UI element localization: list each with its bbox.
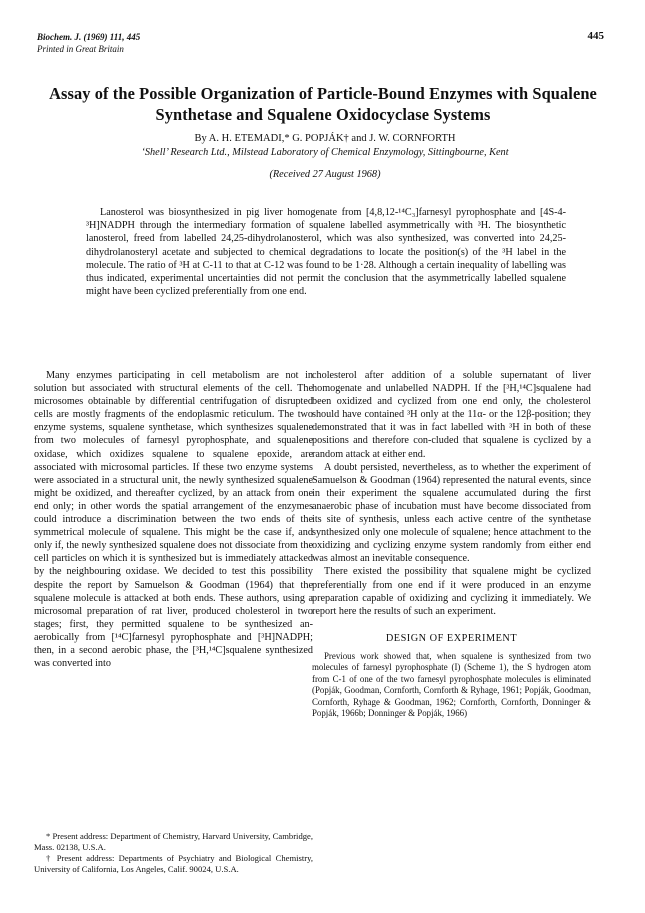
footnote-2: † Present address: Departments of Psychiatry and Biological Chemistry, University of California, Los Angeles, Calif. 90024, U.S.A.	[34, 853, 313, 874]
journal-citation: Biochem. J. (1969) 111, 445	[37, 32, 141, 42]
author-line: By A. H. ETEMADI,* G. POPJÁK† and J. W. CORNFORTH	[194, 133, 456, 144]
affiliation: ‘Shell’ Research Ltd., Milstead Laboratory of Chemical Enzymology, Sittingbourne, Kent	[141, 147, 509, 158]
page-number: 445	[587, 30, 604, 42]
abstract: Lanosterol was biosynthesized in pig liver homogenate from [4,8,12-¹⁴C₃]farnesyl pyrophosphate and [4S-4-³H]NADPH through the intermediary formation of squalene labelled asymmetrically with ³H. The biosynthetic lanosterol, freed from labelled 24,25-dihydrolanosterol, which was also synthesized, was converted into 24,25-dihydrolanosteryl acetate and subjected to chemical degradations to locate the position(s) of the ³H label in the molecule. The ratio of ³H at C-11 to that at C-12 was found to be 1·28. Although a certain inequality of labelling was thus indicated, experimental uncertainties did not permit the conclusion that the asymmetrically labelled squalene might have been cyclized preferentially from one end.	[86, 207, 566, 298]
left-column	[34, 369, 313, 670]
right-paragraph-1: cholesterol after addition of a soluble supernatant of liver homogenate and unlabelled NADPH. If the [³H,¹⁴C]squalene had been oxidized and cyclized from one end only, the cholesterol should have contained ³H only at the 11α- or the 12β-position; they demonstrated that it was in fact labelled with ³H in both of these positions and therefore con-cluded that squalene is cyclized by a random attack at either end.	[312, 370, 591, 460]
right-paragraph-3: There existed the possibility that squalene might be cyclized preferentially from one end if it were produced in an enzyme preparation capable of oxidizing and cyclizing it immediately. We report here the results of such an experiment.	[312, 566, 591, 617]
footnotes	[34, 831, 313, 875]
right-paragraph-4: Previous work showed that, when squalene is synthesized from two molecules of farnesyl pyrophosphate (I) (Scheme 1), the S hydrogen atom from C-1 of one of the two farnesyl pyrophosphate molecules is eliminated (Popják, Goodman, Cornforth, Cornforth & Ryhage, 1961; Popják, Goodman, Cornforth, Ryhage & Goodman, 1962; Cornforth, Cornforth, Donninger & Popják, 1966b; Donninger & Popják, 1966)	[312, 650, 591, 718]
article-title: Assay of the Possible Organization of Particle-Bound Enzymes with Squalene Synthetase and Squalene Oxidocyclase Systems	[49, 84, 597, 124]
footnote-1: * Present address: Department of Chemistry, Harvard University, Cambridge, Mass. 02138, U.S.A.	[34, 831, 313, 852]
received-date: (Received 27 August 1968)	[269, 169, 381, 180]
right-column	[312, 369, 591, 719]
section-heading: DESIGN OF EXPERIMENT	[385, 632, 518, 644]
running-header	[37, 31, 140, 55]
printed-in: Printed in Great Britain	[37, 44, 124, 54]
right-paragraph-2: A doubt persisted, nevertheless, as to whether the experiment of Samuelson & Goodman (1964) represented the natural events, since in their experiment the squalene accumulated during the first anaerobic phase of incubation must have become dissociated from its site of synthesis, unless each active centre of the synthetase synthesized only one molecule of squalene; hence attachment to the oxidizing and cyclizing enzyme system randomly from either end was almost an inevitable consequence.	[312, 461, 591, 565]
left-paragraph-1: Many enzymes participating in cell metabolism are not in solution but associated with structural elements of the cell. The microsomes obtainable by differential centrifugation of disrupted cells are mostly fragments of the endoplasmic reticulum. The two enzyme systems, squalene synthetase, which synthesizes squalene from two molecules of farnesyl pyrophosphate, and squalene oxidase, which oxidizes squalene to squalene epoxide, are associated with microsomal particles. If these two enzyme systems were associated in a structural unit, the newly synthesized squalene might be oxidized, and thereafter cyclized, by an attack from one end only; in other words the spatial arrangement of the enzymes could introduce a discrimination between the two ends of the symmetrical molecule of squalene. This might be the case if, and only if, the newly synthesized squalene does not dissociate from the cell particles on which it is synthesized but is immediately attacked by the neighbouring oxidase. We decided to test this possibility despite the report by Samuelson & Goodman (1964) that the squalene molecule is attacked at both ends. These authors, using a microsomal preparation of rat liver, produced cholesterol in two stages; first, they permitted squalene to be synthesized an-aerobically from [¹⁴C]farnesyl pyrophosphate and [³H]NADPH; then, in a second aerobic phase, the [³H,¹⁴C]squalene synthesized was converted into	[34, 370, 313, 670]
